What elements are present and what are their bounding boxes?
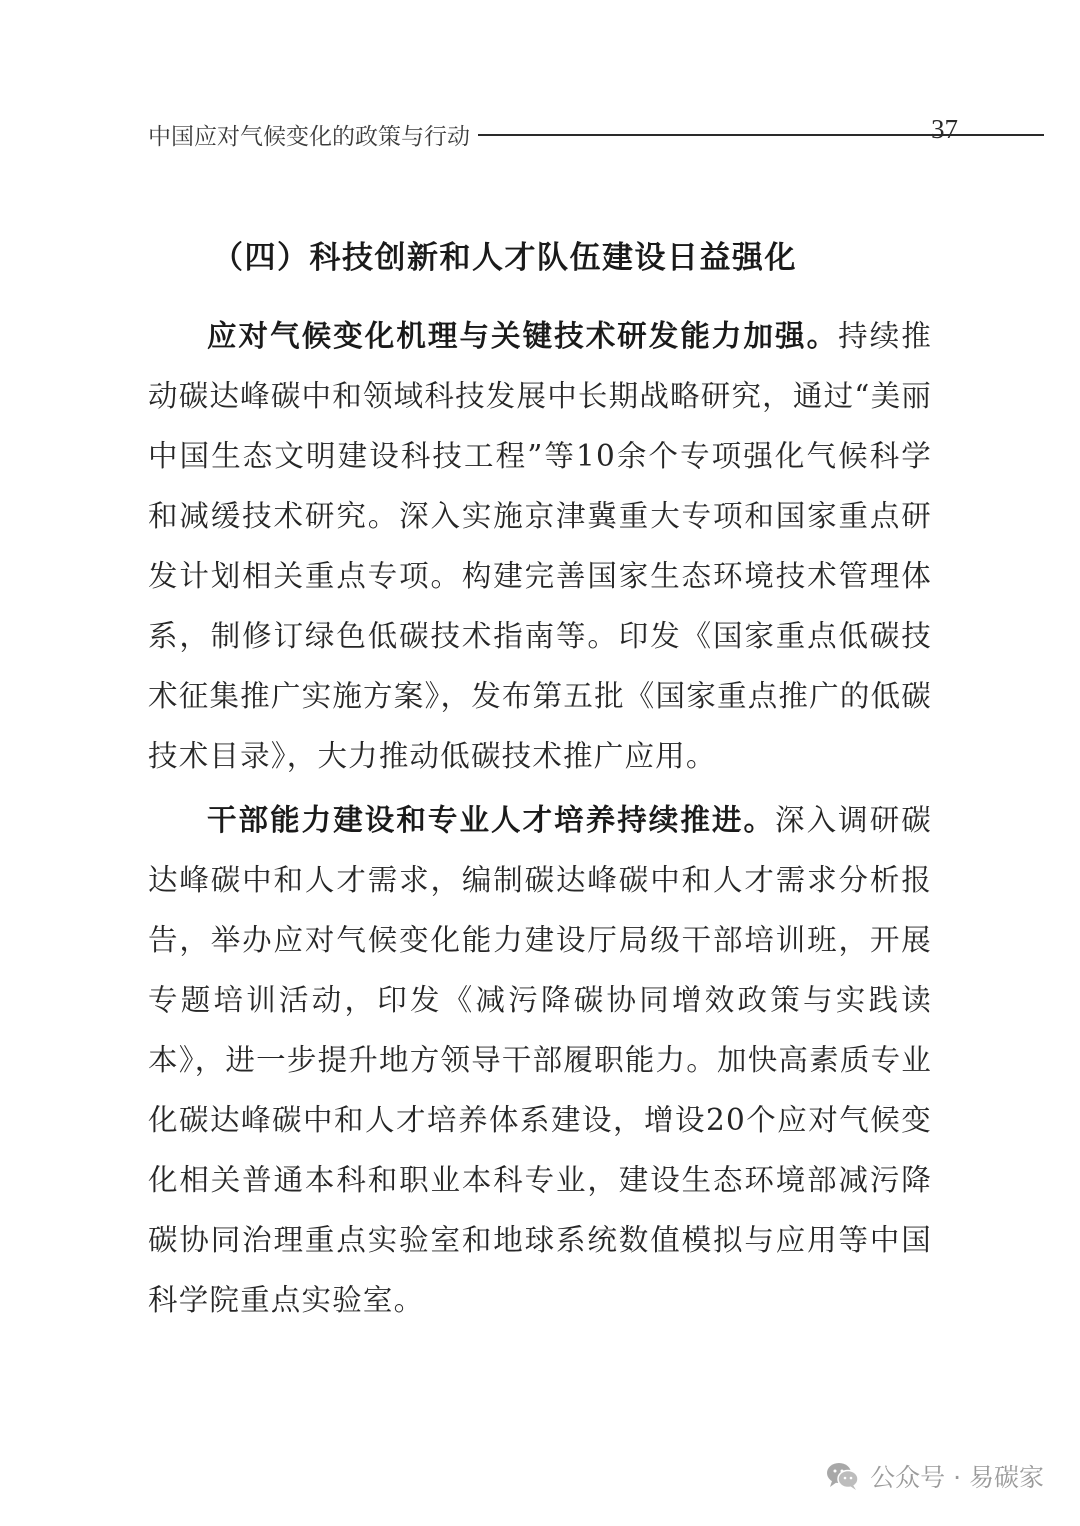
page-header: [148, 112, 958, 156]
running-header-title: 中国应对气候变化的政策与行动: [148, 124, 470, 150]
section-heading: （四）科技创新和人才队伍建设日益强化: [212, 240, 797, 276]
paragraph-lead: 应对气候变化机理与关键技术研发能力加强。: [207, 319, 839, 353]
paragraph-lead: 干部能力建设和专业人才培养持续推进。: [207, 803, 776, 837]
paragraph-body: 持续推动碳达峰碳中和领域科技发展中长期战略研究，通过“美丽中国生态文明建设科技工程”等10余个专项强化气候科学和减缓技术研究。深入实施京津冀重大专项和国家重点研发计划相关重点专项。构建完善国家生态环境技术管理体系，制修订绿色低碳技术指南等。印发《国家重点低碳技术征集推广实施方案》，发布第五批《国家重点推广的低碳技术目录》，大力推动低碳技术推广应用。: [148, 319, 932, 773]
paragraph-talent: [148, 790, 932, 1330]
page-number: 37: [931, 114, 958, 144]
paragraph-research: [148, 306, 932, 786]
watermark: [826, 1458, 1044, 1494]
wechat-icon: [826, 1461, 860, 1491]
watermark-text: 公众号 · 易碳家: [870, 1463, 1044, 1492]
paragraph-body: 深入调研碳达峰碳中和人才需求，编制碳达峰碳中和人才需求分析报告，举办应对气候变化能力建设厅局级干部培训班，开展专题培训活动，印发《减污降碳协同增效政策与实践读本》，进一步提升地方领导干部履职能力。加快高素质专业化碳达峰碳中和人才培养体系建设，增设20个应对气候变化相关普通本科和职业本科专业，建设生态环境部减污降碳协同治理重点实验室和地球系统数值模拟与应用等中国科学院重点实验室。: [148, 803, 932, 1317]
header-rule: [478, 134, 1044, 136]
